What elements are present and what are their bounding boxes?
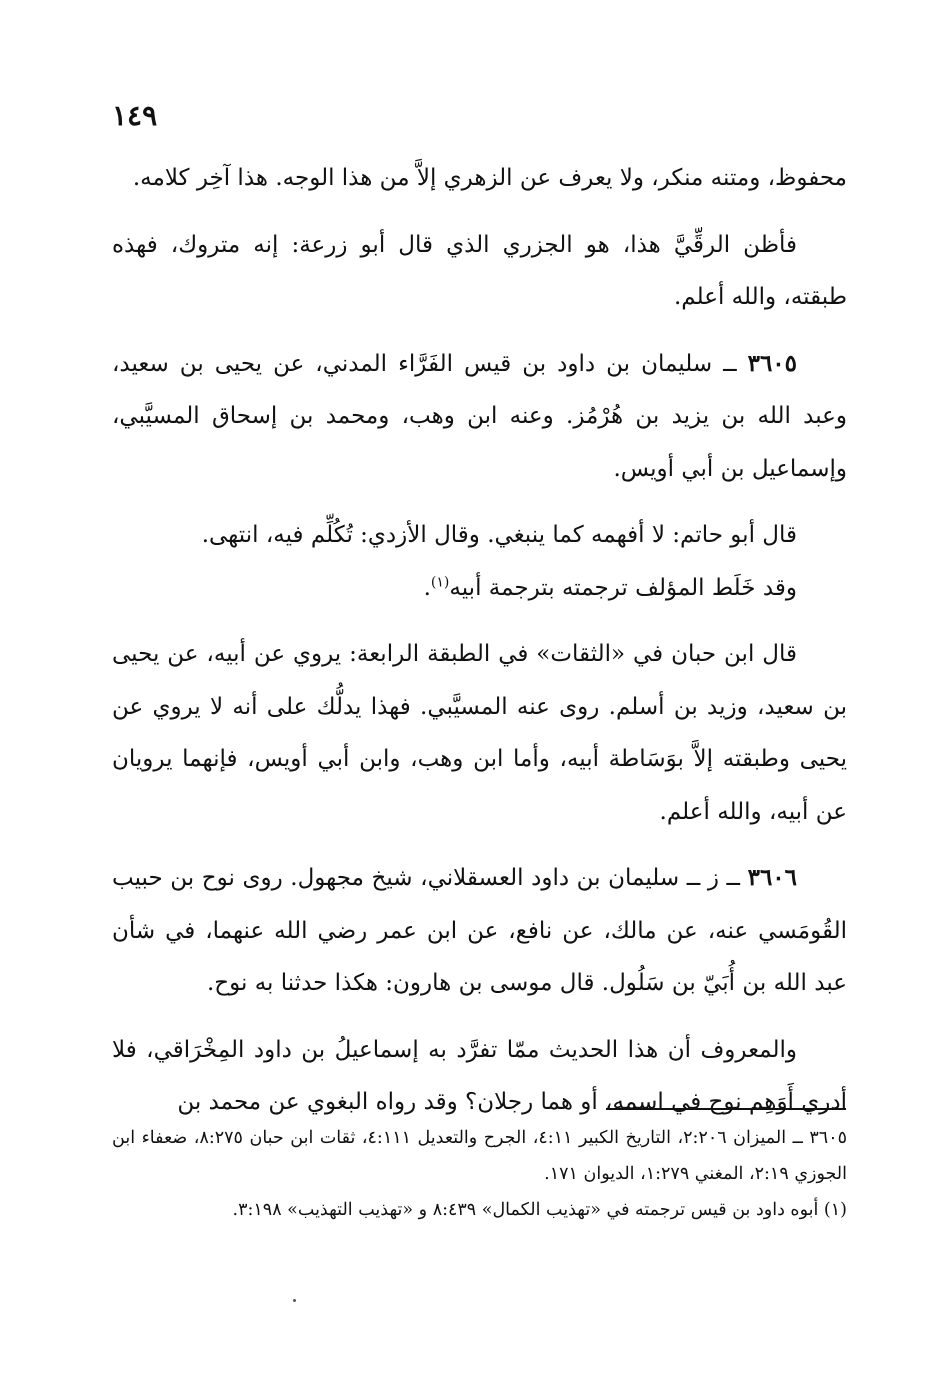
entry-3605 <box>112 338 847 496</box>
footnotes <box>112 1120 847 1228</box>
scan-speck <box>293 1299 296 1302</box>
footnote-reference[interactable]: (١) <box>430 573 450 590</box>
entry-number: ٣٦٠٥ <box>747 349 798 377</box>
entry-3605-quote-1: قال أبو حاتم: لا أفهمه كما ينبغي. وقال الأزدي: تُكُلِّم فيه، انتهى. <box>201 522 797 548</box>
entry-3605-comment: قال ابن حبان في «الثقات» في الطبقة الرابعة: يروي عن أبيه، عن يحيى بن سعيد، وزيد بن أسلم. روى عنه المسيَّبي. فهذا يدلُّك على أنه لا يروي عن يحيى وطبقته إلاَّ بوَسَاطة أبيه، وأما ابن وهب، وابن أبي أويس، فإنهما يرويان عن أبيه، والله أعلم. <box>112 641 847 825</box>
footnote-divider <box>606 1108 846 1110</box>
main-text <box>112 152 847 1129</box>
page-number: ١٤٩ <box>112 99 158 132</box>
entry-3606 <box>112 852 847 1010</box>
quote-end: . <box>423 574 431 601</box>
paragraph-commentary: فأظن الرقِّيَّ هذا، هو الجزري الذي قال أبو زرعة: إنه متروك، فهذه طبقته، والله أعلم. <box>112 231 847 310</box>
entry-3605-quote-2 <box>112 562 847 615</box>
entry-text: ــ ز ــ سليمان بن داود العسقلاني، شيخ مجهول. روى نوح بن حبيب القُومَسي عنه، عن مالك، عن نافع، عن ابن عمر رضي الله عنهما، في شأن عبد الله بن أُبَيّ بن سَلُول. قال موسى بن هارون: هكذا حدثنا به نوح. <box>112 865 847 996</box>
quote-text: وقد خَلَط المؤلف ترجمته بترجمة أبيه <box>449 574 797 601</box>
entry-text: ــ سليمان بن داود بن قيس الفَرَّاء المدني، عن يحيى بن سعيد، وعبد الله بن يزيد بن هُرْمُز. وعنه ابن وهب، ومحمد بن إسحاق المسيَّبي، وإسماعيل بن أبي أويس. <box>112 350 847 482</box>
entry-number: ٣٦٠٦ <box>747 864 798 891</box>
footnote-sources-3605: ٣٦٠٥ ــ الميزان ٢:٢٠٦، التاريخ الكبير ٤:١١، الجرح والتعديل ٤:١١١، ثقات ابن حبان ٨:٢٧٥، ضعفاء ابن الجوزي ٢:١٩، المغني ١:٢٧٩، الديوان ١٧١. <box>112 1128 848 1184</box>
entry-3606-comment: والمعروف أن هذا الحديث ممّا تفرَّد به إسماعيلُ بن داود المِخْرَاقي، فلا أدري أَوَهِم نوح في اسمه، أو هما رجلان؟ وقد رواه البغوي عن محمد بن <box>112 1036 847 1115</box>
paragraph-continuation: محفوظ، ومتنه منكر، ولا يعرف عن الزهري إلاَّ من هذا الوجه. هذا آخِر كلامه. <box>132 165 847 191</box>
footnote-1: (١) أبوه داود بن قيس ترجمته في «تهذيب الكمال» ٨:٤٣٩ و «تهذيب التهذيب» ٣:١٩٨. <box>232 1200 847 1220</box>
